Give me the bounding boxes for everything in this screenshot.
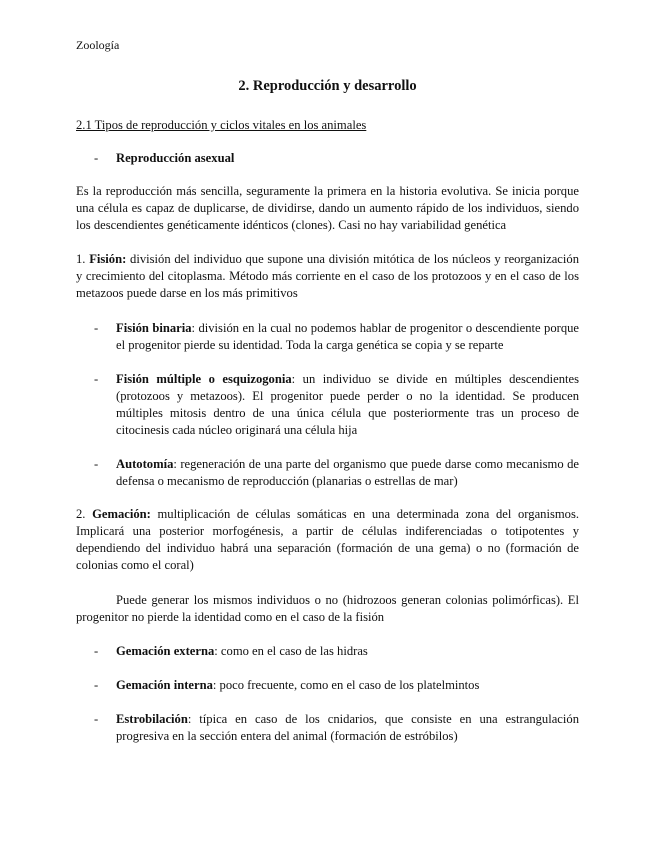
bullet-dash: -: [94, 644, 99, 658]
list-item: [94, 677, 579, 694]
fision-number: 1.: [76, 252, 86, 266]
item-term: Autotomía: [116, 457, 174, 471]
gemacion-text: multiplicación de células somáticas en una determinada zona del organismos. Implicará una posterior morfogénesis, a partir de células indiferenciadas o totipotentes y dependiendo del individuo habrá una separación (formación de una gema) o no (formación de colonias como el coral): [76, 507, 580, 572]
fision-paragraph: [76, 251, 579, 302]
gemacion-paragraph: [76, 506, 579, 574]
item-text: : poco frecuente, como en el caso de los platelmintos: [212, 678, 480, 692]
bullet-dash: -: [94, 151, 99, 165]
list-item: [94, 643, 579, 660]
bullet-dash: -: [94, 712, 99, 726]
item-text: : como en el caso de las hidras: [214, 644, 368, 658]
gemacion-note: Puede generar los mismos individuos o no (hidrozoos generan colonias polimórficas). El progenitor no pierde la identidad como en el caso de la fisión: [76, 593, 579, 624]
list-item: [94, 711, 579, 745]
asexual-heading: Reproducción asexual: [116, 151, 235, 165]
item-term: Gemación externa: [116, 644, 215, 658]
fision-text: división del individuo que supone una división mitótica de los núcleos y reorganización y crecimiento del citoplasma. Método más corriente en el caso de los protozoos y en el caso de los metazoos puede darse en los más primitivos: [76, 252, 579, 300]
bullet-dash: -: [94, 457, 99, 471]
page-title: 2. Reproducción y desarrollo: [238, 78, 417, 94]
section-heading: 2.1 Tipos de reproducción y ciclos vitales en los animales: [76, 118, 367, 132]
item-term: Estrobilación: [116, 712, 188, 726]
list-item: [94, 320, 580, 354]
intro-paragraph: Es la reproducción más sencilla, seguramente la primera en la historia evolutiva. Se inicia porque una célula es capaz de duplicarse, de dividirse, dando un aumento rápido de los individuos, siendo los descendientes genéticamente idénticos (clones). Casi no hay variabilidad genética: [76, 184, 579, 232]
gemacion-number: 2.: [76, 507, 86, 521]
bullet-dash: -: [94, 678, 99, 692]
asexual-heading-item: [94, 150, 579, 167]
item-term: Fisión múltiple o esquizogonia: [116, 372, 292, 386]
item-term: Gemación interna: [116, 678, 213, 692]
bullet-dash: -: [94, 372, 99, 386]
bullet-dash: -: [94, 321, 99, 335]
fision-term: Fisión:: [89, 252, 127, 266]
gemacion-term: Gemación:: [92, 507, 151, 521]
page-header: Zoología: [76, 38, 120, 52]
item-term: Fisión binaria: [116, 321, 192, 335]
list-item: [94, 456, 579, 490]
list-item: [94, 371, 580, 439]
item-text: : típica en caso de los cnidarios, que consiste en una estrangulación progresiva en la sección entera del animal (formación de estróbilos): [116, 712, 579, 743]
item-text: : regeneración de una parte del organismo que puede darse como mecanismo de defensa o mecanismo de reproducción (planarias o estrellas de mar): [116, 457, 579, 488]
item-text: : división en la cual no podemos hablar de progenitor o descendiente porque el progenitor pierde su identidad. Toda la carga genética se copia y se reparte: [116, 321, 580, 352]
item-text: : un individuo se divide en múltiples descendientes (protozoos y metazoos). El progenitor puede perder o no la identidad. Se producen múltiples mitosis dentro de una única célula que posteriormente tras un proceso de citocinesis cada núcleo originará una célula hija: [116, 372, 580, 437]
